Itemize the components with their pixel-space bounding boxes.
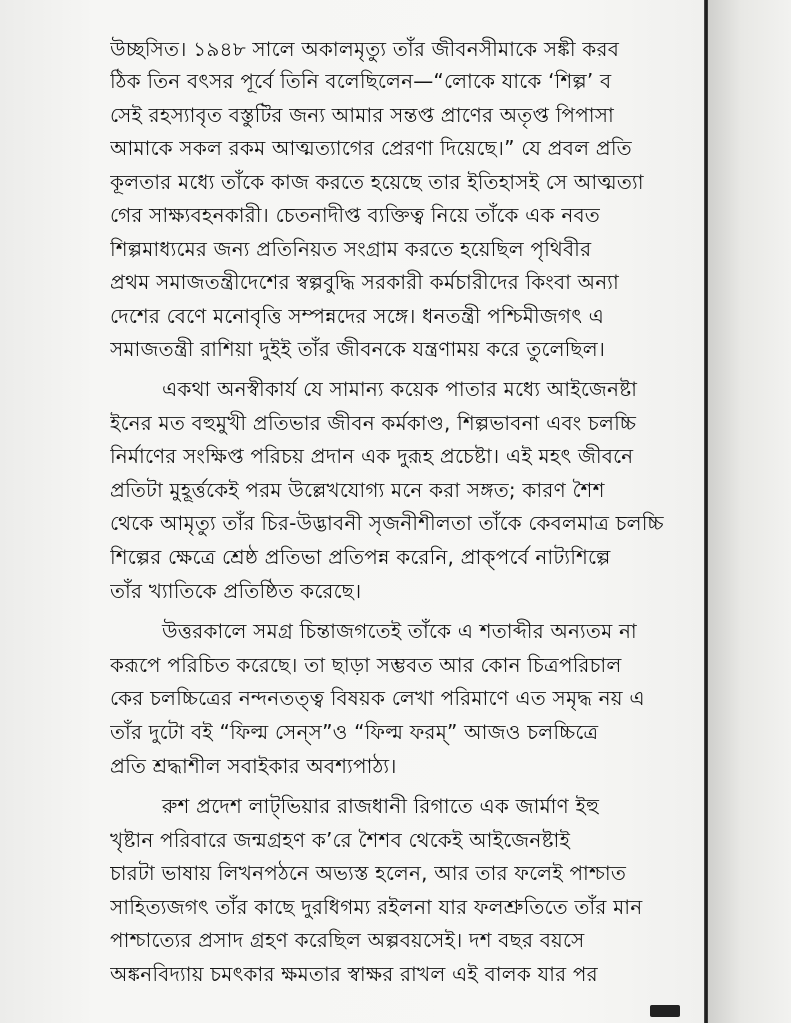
text-line: নির্মাণের সংক্ষিপ্ত পরিচয় প্রদান এক দুরূহ প্রচেষ্টা। এই মহৎ জীবনে	[110, 444, 634, 468]
text-line: খৃষ্টান পরিবারে জন্মগ্রহণ ক’রে শৈশব থেকেই আইজেনষ্টাই	[110, 828, 571, 852]
text-line: সেই রহস্যাবৃত বস্তুটির জন্য আমার সন্তপ্ত প্রাণের অতৃপ্ত পিপাসা	[110, 103, 614, 127]
text-line: গের সাক্ষ্যবহনকারী। চেতনাদীপ্ত ব্যক্তিত্ব নিয়ে তাঁকে এক নবত	[110, 203, 601, 227]
ink-blot	[650, 1005, 680, 1017]
text-line: একথা অনস্বীকার্য যে সামান্য কয়েক পাতার মধ্যে আইজেনষ্টা	[162, 377, 638, 401]
text-line: উচ্ছসিত। ১৯৪৮ সালে অকালমৃত্যু তাঁর জীবনসীমাকে সঙ্কী করব	[110, 37, 620, 61]
text-line: অঙ্কনবিদ্যায় চমৎকার ক্ষমতার স্বাক্ষর রাখল এই বালক যার পর	[110, 962, 598, 986]
text-line: শিল্পমাধ্যমের জন্য প্রতিনিয়ত সংগ্রাম করতে হয়েছিল পৃথিবীর	[110, 237, 592, 261]
text-line: সমাজতন্ত্রী রাশিয়া দুইই তাঁর জীবনকে যন্ত্রণাময় করে তুলেছিল।	[110, 337, 606, 361]
text-line: রুশ প্রদেশ লাট্‌ভিয়ার রাজধানী রিগাতে এক জার্মাণ ইহু	[162, 794, 600, 818]
text-line: তাঁর খ্যাতিকে প্রতিষ্ঠিত করেছে।	[110, 579, 362, 603]
text-line: প্রথম সমাজতন্ত্রীদেশের স্বল্পবুদ্ধি সরকারী কর্মচারীদের কিংবা অন্যা	[110, 270, 619, 294]
text-line: দেশের বেণে মনোবৃত্তি সম্পন্নদের সঙ্গে। ধনতন্ত্রী পশ্চিমীজগৎ এ	[110, 304, 605, 328]
text-line: থেকে আমৃত্যু তাঁর চির-উদ্ভাবনী সৃজনীশীলতা তাঁকে কেবলমাত্র চলচ্চি	[110, 511, 664, 535]
text-line: কূলতার মধ্যে তাঁকে কাজ করতে হয়েছে তার ইতিহাসই সে আত্মত্যা	[110, 170, 644, 194]
text-line: সাহিত্যজগৎ তাঁর কাছে দুরধিগম্য রইলনা যার ফলশ্রুতিতে তাঁর মান	[110, 895, 643, 919]
text-line: প্রতিটা মুহূর্ত্তকেই পরম উল্লেখযোগ্য মনে করা সঙ্গত; কারণ শৈশ	[110, 478, 605, 502]
text-line: করূপে পরিচিত করেছে। তা ছাড়া সম্ভবত আর কোন চিত্রপরিচাল	[110, 653, 622, 677]
text-line: চারটা ভাষায় লিখনপঠনে অভ্যস্ত হলেন, আর তার ফলেই পাশ্চাত	[110, 861, 627, 885]
text-line: উত্তরকালে সমগ্র চিন্তাজগতেই তাঁকে এ শতাব্দীর অন্যতম না	[162, 619, 637, 643]
text-line: শিল্পের ক্ষেত্রে শ্রেষ্ঠ প্রতিভা প্রতিপন্ন করেনি, প্রাক্‌পর্বে নাট্যশিল্পে	[110, 545, 611, 569]
text-line: তাঁর দুটো বই “ফিল্ম সেন্‌স”ও “ফিল্ম ফরম্‌” আজও চলচ্চিত্রে	[110, 720, 599, 744]
text-line: ইনের মত বহুমুখী প্রতিভার জীবন কর্মকাণ্ড, শিল্পভাবনা এবং চলচ্চি	[110, 411, 637, 435]
text-line: পাশ্চাত্যের প্রসাদ গ্রহণ করেছিল অল্পবয়সেই। দশ বছর বয়সে	[110, 928, 585, 952]
text-line: আমাকে সকল রকম আত্মত্যাগের প্রেরণা দিয়েছে।” যে প্রবল প্রতি	[110, 136, 632, 160]
text-line: প্রতি শ্রদ্ধাশীল সবাইকার অবশ্যপাঠ্য।	[110, 754, 397, 778]
text-line: কের চলচ্চিত্রের নন্দনতত্ত্ব বিষয়ক লেখা পরিমাণে এত সমৃদ্ধ নয় এ	[110, 686, 645, 710]
text-line: ঠিক তিন বৎসর পূর্বে তিনি বলেছিলেন—“লোকে যাকে ‘শিল্প’ ব	[110, 69, 612, 93]
book-spine-edge	[704, 0, 708, 1023]
page-text	[110, 36, 704, 996]
book-gutter-shadow	[708, 0, 791, 1023]
